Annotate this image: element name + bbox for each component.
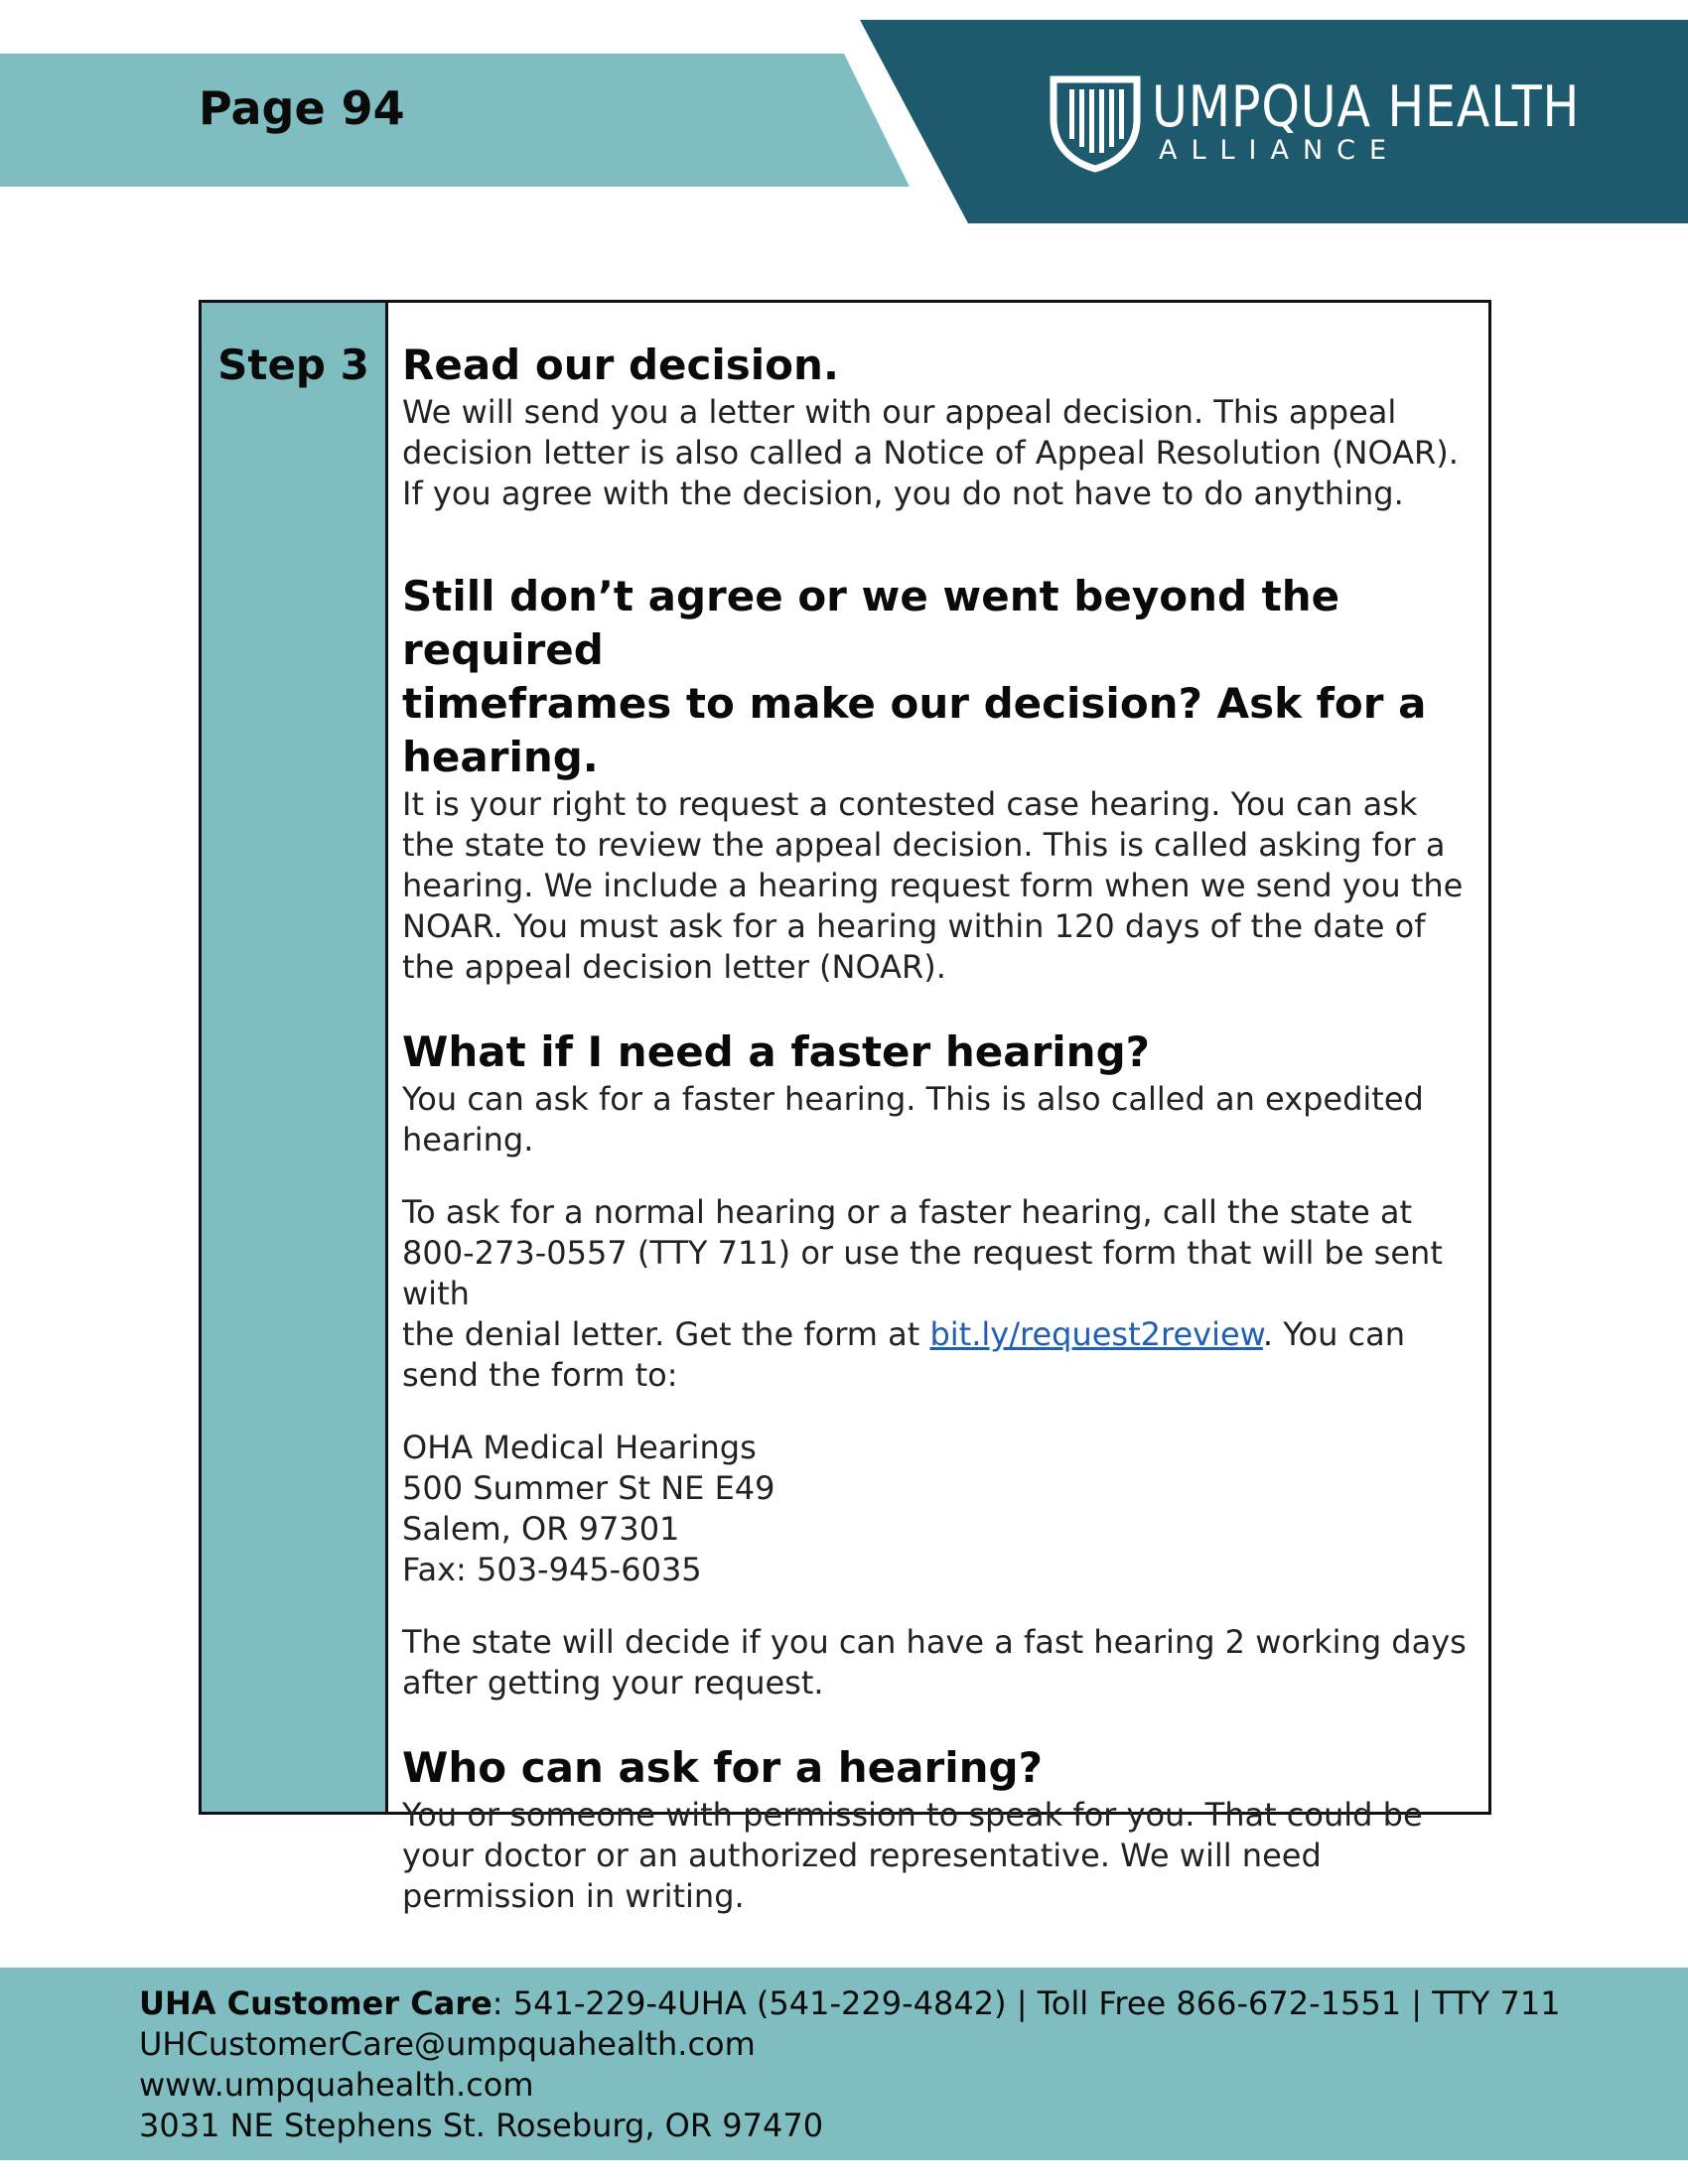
step-box: [199, 300, 1491, 1915]
footer-address: 3031 NE Stephens St. Roseburg, OR 97470: [139, 2107, 824, 2144]
paragraph-line: your doctor or an authorized representative. We will need: [402, 1837, 1322, 1874]
page-number: Page 94: [199, 81, 405, 135]
paragraph-line: You or someone with permission to speak for you. That could be: [402, 1796, 1423, 1834]
paragraph-line: hearing. We include a hearing request form when we send you the: [402, 867, 1464, 904]
address-line: OHA Medical Hearings: [402, 1429, 757, 1466]
step-label: Step 3: [217, 341, 369, 389]
step-column: [202, 303, 388, 1812]
section-heading: hearing.: [402, 733, 599, 781]
paragraph-line: decision letter is also called a Notice of Appeal Resolution (NOAR).: [402, 434, 1459, 472]
paragraph-line: The state will decide if you can have a fast hearing 2 working days: [402, 1623, 1467, 1661]
paragraph-line: permission in writing.: [402, 1877, 745, 1915]
footer-website: www.umpquahealth.com: [139, 2066, 534, 2104]
address-line: Salem, OR 97301: [402, 1510, 680, 1548]
request-form-link[interactable]: bit.ly/request2review: [929, 1315, 1263, 1353]
paragraph-line: send the form to:: [402, 1356, 678, 1394]
paragraph-line: NOAR. You must ask for a hearing within 120 days of the date of: [402, 907, 1426, 945]
section-heading: What if I need a faster hearing?: [402, 1027, 1151, 1076]
paragraph-line: hearing.: [402, 1121, 534, 1159]
section-heading: Read our decision.: [402, 341, 839, 389]
footer-care-label: UHA Customer Care: [139, 1984, 492, 2022]
paragraph-line: It is your right to request a contested case hearing. You can ask: [402, 785, 1418, 823]
section-heading: Who can ask for a hearing?: [402, 1743, 1043, 1792]
shield-icon: [1048, 73, 1143, 173]
paragraph-line: If you agree with the decision, you do not have to do anything.: [402, 475, 1404, 512]
text-span: the denial letter. Get the form at: [402, 1315, 930, 1353]
text-span: . You can: [1262, 1315, 1406, 1353]
logo-title: UMPQUA HEALTH: [1152, 74, 1581, 140]
paragraph-line: after getting your request.: [402, 1664, 824, 1702]
section-heading: Still don’t agree or we went beyond the required: [402, 572, 1340, 674]
paragraph-line: the appeal decision letter (NOAR).: [402, 948, 946, 986]
footer-email: UHCustomerCare@umpquahealth.com: [139, 2025, 756, 2063]
address-line: 500 Summer St NE E49: [402, 1469, 775, 1507]
logo-subtitle: ALLIANCE: [1159, 135, 1401, 166]
paragraph-line: [402, 1314, 1478, 1355]
paragraph-line: We will send you a letter with our appeal decision. This appeal: [402, 393, 1397, 431]
section-heading: timeframes to make our decision? Ask for a: [402, 679, 1427, 728]
header-light-band: [0, 54, 910, 187]
footer-care-line: [139, 1983, 1688, 2024]
footer: [0, 1968, 1688, 2160]
footer-care-phones: : 541-229-4UHA (541-229-4842) | Toll Free 866-672-1551 | TTY 711: [492, 1984, 1561, 2022]
paragraph-line: 800-273-0557 (TTY 711) or use the request form that will be sent with: [402, 1234, 1443, 1312]
paragraph-line: To ask for a normal hearing or a faster hearing, call the state at: [402, 1193, 1413, 1231]
paragraph-line: You can ask for a faster hearing. This is also called an expedited: [402, 1080, 1424, 1118]
step-content: [388, 303, 1488, 1915]
address-line: Fax: 503-945-6035: [402, 1551, 702, 1588]
uha-logo: [1048, 69, 1643, 179]
paragraph-line: the state to review the appeal decision. This is called asking for a: [402, 826, 1446, 864]
